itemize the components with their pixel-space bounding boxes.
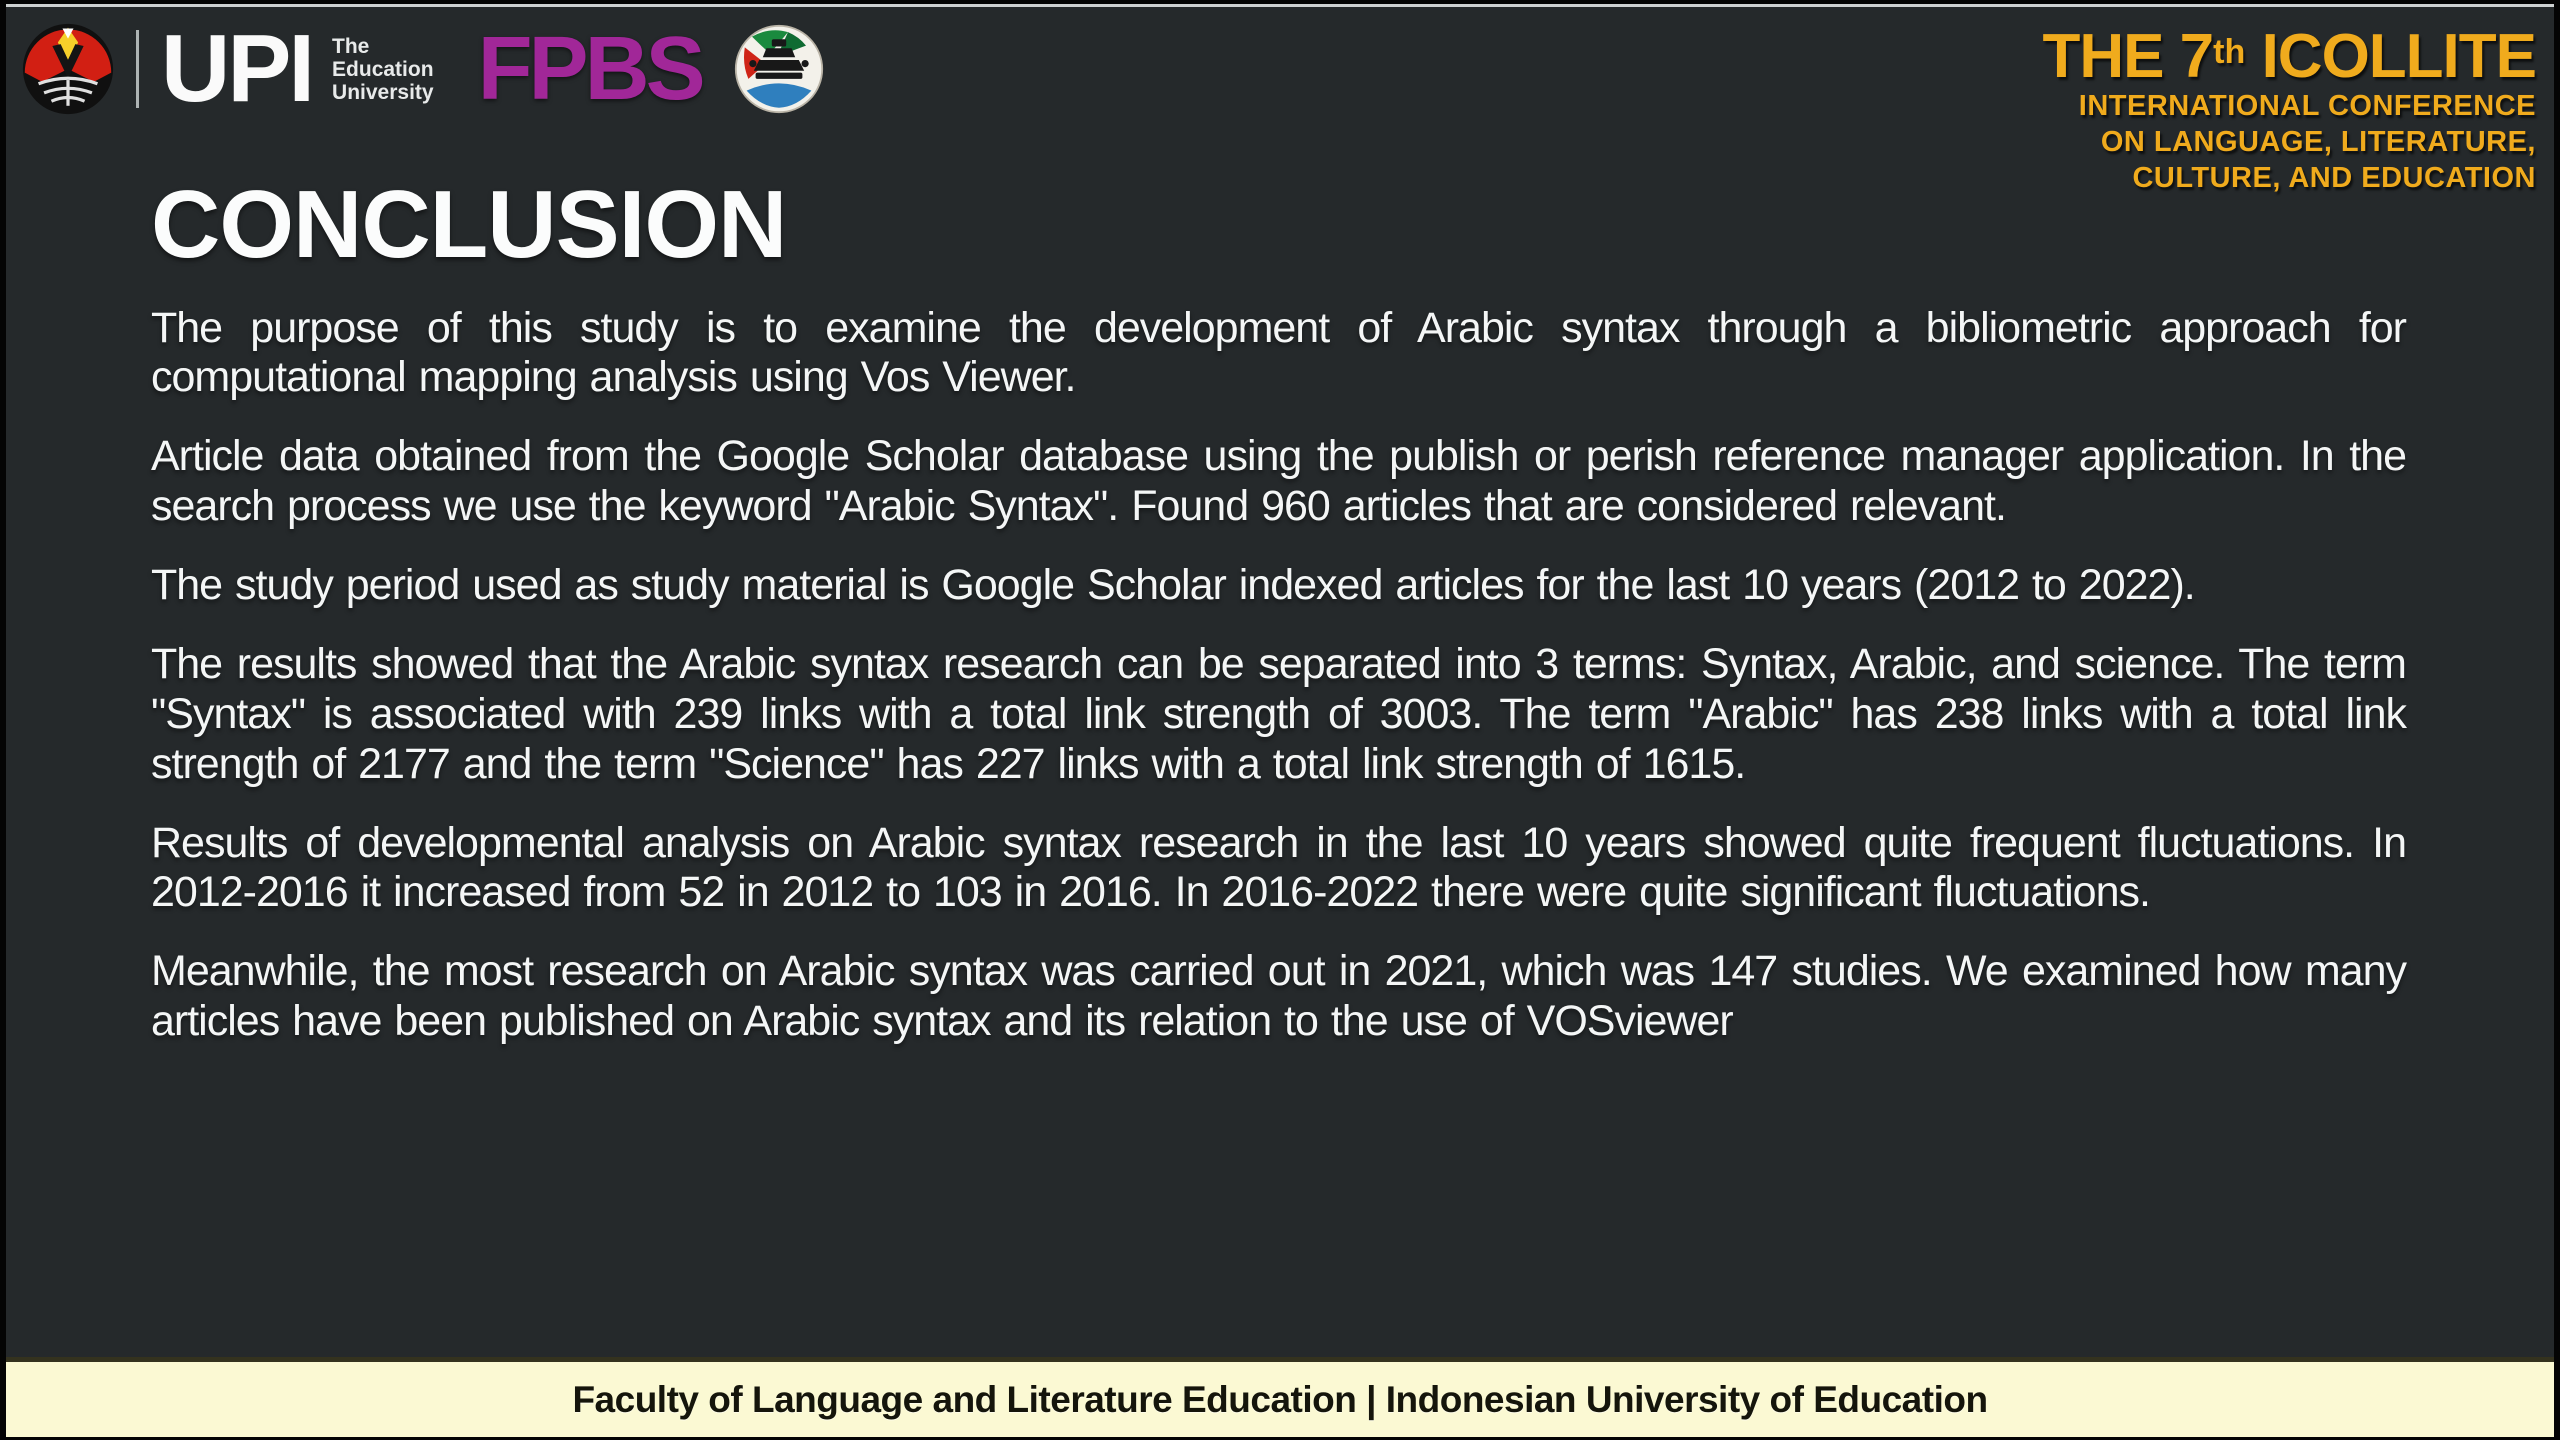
upi-tagline-line: The	[332, 34, 370, 58]
faculty-logo-icon	[734, 24, 824, 114]
logo-divider	[136, 30, 139, 108]
conference-subtitle-line: INTERNATIONAL CONFERENCE	[2078, 90, 2536, 122]
conference-title-ordinal: th	[2213, 33, 2246, 71]
conclusion-paragraph-3: The study period used as study material is Google Scholar indexed articles for the last 10 years (2012 to 2022).	[151, 561, 2195, 610]
upi-tagline	[332, 35, 434, 104]
conclusion-paragraph-2: Article data obtained from the Google Scholar database using the publish or perish reference manager application. In the search process we use the keyword "Arabic Syntax". Found 960 articles that are considered relevant.	[151, 432, 2406, 531]
conclusion-paragraph-1: The purpose of this study is to examine the development of Arabic syntax through a bibliometric approach for computational mapping analysis using Vos Viewer.	[151, 303, 2406, 402]
upi-tagline-line: Education	[332, 57, 434, 81]
upi-tagline-line: University	[332, 80, 434, 104]
fpbs-wordmark: FPBS	[477, 19, 702, 119]
conference-title	[2042, 22, 2536, 91]
footer-text: Faculty of Language and Literature Education | Indonesian University of Education	[572, 1378, 1988, 1420]
conference-banner	[2042, 22, 2536, 196]
conference-title-prefix: THE 7	[2042, 22, 2214, 91]
conference-subtitle-line: ON LANGUAGE, LITERATURE,	[2100, 126, 2536, 158]
slide-content	[151, 172, 2406, 1076]
conclusion-paragraph-4: The results showed that the Arabic syntax research can be separated into 3 terms: Syntax, Arabic, and science. The term "Syntax" is associated with 239 links with a total link strength of 3003. The term "Arabic" has 238 links with a total link strength of 2177 and the term "Science" has 227 links with a total link strength of 1615.	[151, 639, 2406, 788]
upi-wordmark: UPI	[161, 15, 313, 122]
brand-logos	[22, 14, 824, 124]
conference-title-suffix: ICOLLITE	[2245, 22, 2536, 91]
conference-subtitle-line: CULTURE, AND EDUCATION	[2132, 162, 2536, 194]
conclusion-paragraph-6: Meanwhile, the most research on Arabic syntax was carried out in 2021, which was 147 studies. We examined how many articles have been published on Arabic syntax and its relation to the use of VOSviewer	[151, 947, 2406, 1046]
slide-top-edge	[6, 4, 2554, 7]
upi-logo-icon	[22, 23, 114, 115]
conclusion-paragraph-5: Results of developmental analysis on Arabic syntax research in the last 10 years showed quite frequent fluctuations. In 2012-2016 it increased from 52 in 2012 to 103 in 2016. In 2016-2022 there were quite significant fluctuations.	[151, 818, 2406, 917]
page-title: CONCLUSION	[151, 171, 787, 278]
slide-header	[22, 14, 2536, 196]
footer-bar	[6, 1357, 2554, 1437]
